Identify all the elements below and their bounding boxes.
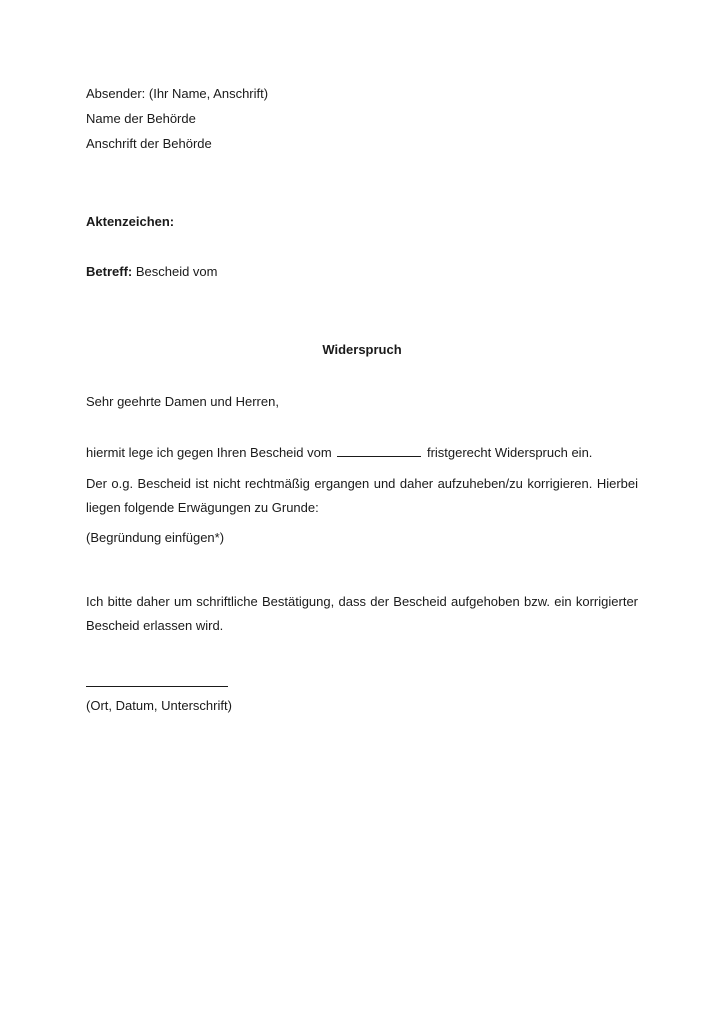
subject-text: Bescheid vom <box>132 264 218 279</box>
reasoning-paragraph: Der o.g. Bescheid ist nicht rechtmäßig ergangen und daher aufzuheben/zu korrigieren. Hierbei liegen folgende Erwägungen zu Grunde: <box>86 476 638 515</box>
objection-text-after: fristgerecht Widerspruch ein. <box>426 445 593 460</box>
subject-label: Betreff: <box>86 264 133 279</box>
date-blank-field <box>337 444 421 457</box>
sender-line: Absender: (Ihr Name, Anschrift) <box>86 86 269 101</box>
objection-text-before: hiermit lege ich gegen Ihren Bescheid vom <box>86 445 332 460</box>
objection-paragraph <box>86 444 592 461</box>
signature-label: (Ort, Datum, Unterschrift) <box>86 698 232 713</box>
confirmation-paragraph: Ich bitte daher um schriftliche Bestätigung, dass der Bescheid aufgehoben bzw. ein korrigierter Bescheid erlassen wird. <box>86 594 638 633</box>
authority-name: Name der Behörde <box>86 111 196 126</box>
file-reference-label: Aktenzeichen: <box>86 214 175 229</box>
salutation: Sehr geehrte Damen und Herren, <box>86 394 279 409</box>
signature-line <box>86 686 228 687</box>
document-title: Widerspruch <box>322 342 402 357</box>
reasoning-placeholder: (Begründung einfügen*) <box>86 530 225 545</box>
authority-address: Anschrift der Behörde <box>86 136 212 151</box>
subject-line <box>86 264 218 280</box>
